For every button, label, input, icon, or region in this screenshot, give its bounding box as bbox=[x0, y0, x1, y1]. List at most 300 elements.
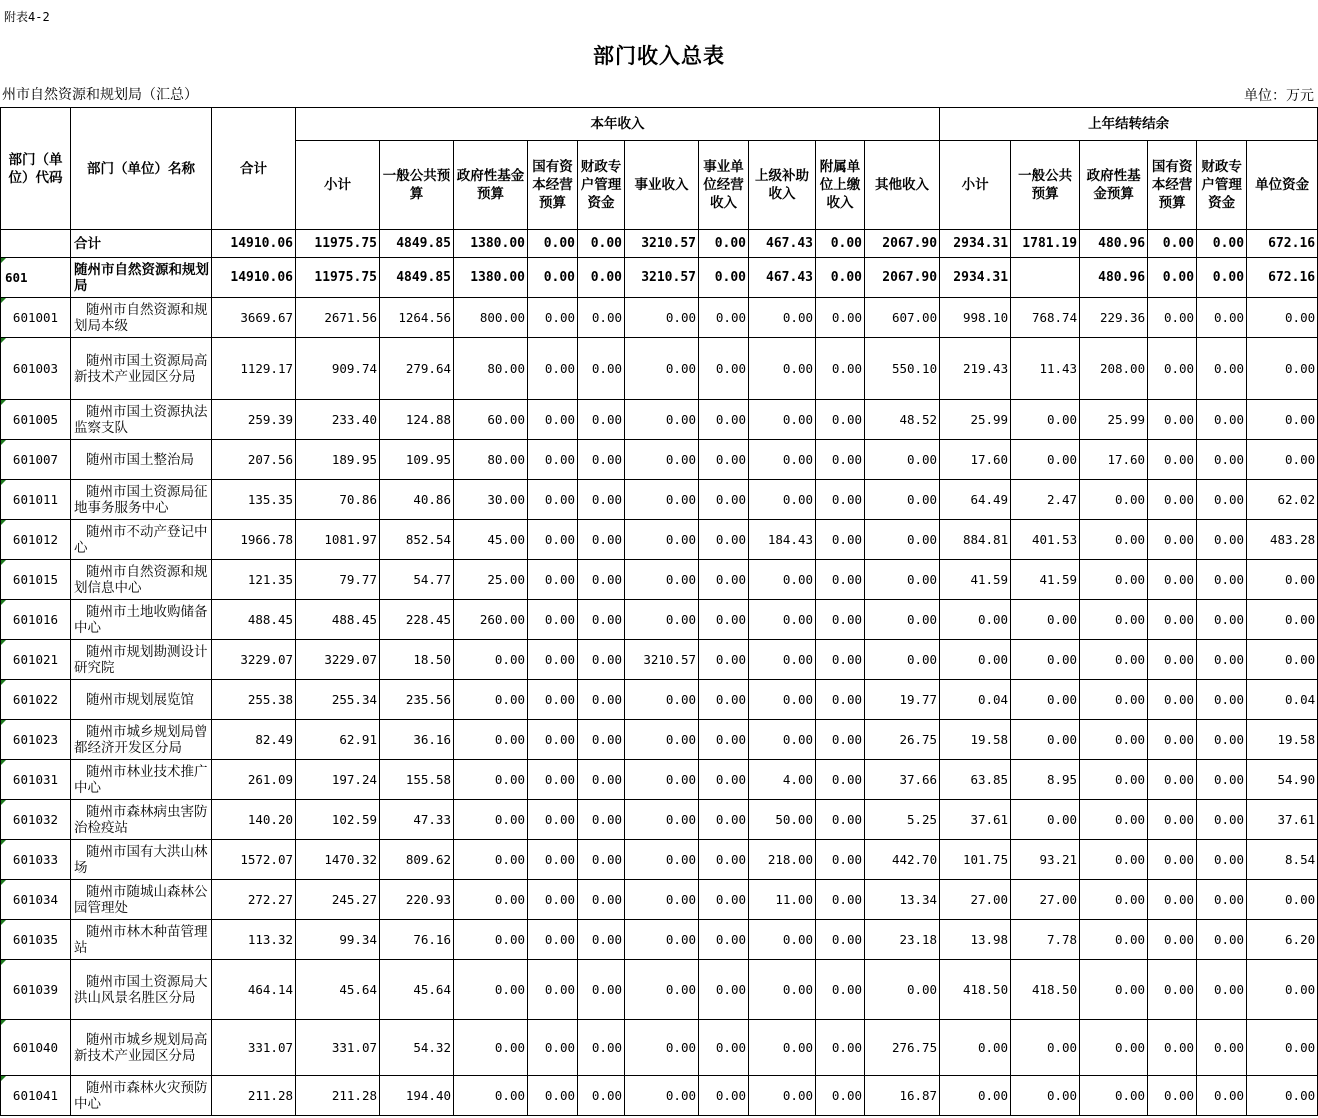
row-value: 0.00 bbox=[940, 1076, 1011, 1116]
row-value: 184.43 bbox=[749, 520, 816, 560]
row-value: 3210.57 bbox=[625, 230, 699, 258]
row-value: 0.00 bbox=[528, 760, 578, 800]
table-row bbox=[1, 640, 1318, 680]
row-value: 30.00 bbox=[454, 480, 528, 520]
row-value: 0.00 bbox=[699, 840, 749, 880]
row-value: 14910.06 bbox=[212, 230, 296, 258]
row-value: 0.00 bbox=[749, 640, 816, 680]
row-value: 0.00 bbox=[578, 480, 625, 520]
row-value: 60.00 bbox=[454, 400, 528, 440]
row-value: 2934.31 bbox=[940, 258, 1011, 298]
row-value: 0.00 bbox=[1247, 440, 1318, 480]
row-value: 0.00 bbox=[749, 920, 816, 960]
row-value: 0.00 bbox=[625, 1020, 699, 1076]
row-value: 219.43 bbox=[940, 338, 1011, 400]
row-value: 0.00 bbox=[940, 640, 1011, 680]
row-value: 14910.06 bbox=[212, 258, 296, 298]
row-value: 0.00 bbox=[1197, 880, 1247, 920]
row-value: 0.00 bbox=[625, 960, 699, 1020]
row-value: 0.00 bbox=[528, 298, 578, 338]
row-value: 0.00 bbox=[816, 600, 865, 640]
row-value: 0.00 bbox=[749, 560, 816, 600]
header-current-3: 国有资本经营预算 bbox=[528, 141, 578, 230]
row-value: 0.00 bbox=[699, 600, 749, 640]
row-value: 0.00 bbox=[454, 680, 528, 720]
row-value: 259.39 bbox=[212, 400, 296, 440]
row-value: 0.00 bbox=[816, 720, 865, 760]
row-value: 19.58 bbox=[1247, 720, 1318, 760]
row-value: 809.62 bbox=[380, 840, 454, 880]
row-value: 0.00 bbox=[940, 600, 1011, 640]
row-value: 0.00 bbox=[1197, 1020, 1247, 1076]
row-value: 0.00 bbox=[699, 680, 749, 720]
row-value: 0.00 bbox=[1197, 920, 1247, 960]
row-value: 17.60 bbox=[940, 440, 1011, 480]
row-value: 0.00 bbox=[699, 760, 749, 800]
header-prior-group: 上年结转结余 bbox=[940, 108, 1318, 141]
row-name bbox=[71, 440, 212, 480]
row-value: 0.00 bbox=[454, 1076, 528, 1116]
row-value: 0.00 bbox=[816, 480, 865, 520]
row-value: 0.00 bbox=[454, 800, 528, 840]
header-current-8: 附属单位上缴收入 bbox=[816, 141, 865, 230]
row-value: 26.75 bbox=[865, 720, 940, 760]
row-value: 0.00 bbox=[816, 640, 865, 680]
row-value: 0.00 bbox=[625, 520, 699, 560]
row-value: 54.90 bbox=[1247, 760, 1318, 800]
row-value: 50.00 bbox=[749, 800, 816, 840]
row-value: 0.00 bbox=[749, 1020, 816, 1076]
row-value: 852.54 bbox=[380, 520, 454, 560]
row-value: 0.00 bbox=[749, 720, 816, 760]
row-value: 3210.57 bbox=[625, 258, 699, 298]
row-value: 0.00 bbox=[1148, 600, 1197, 640]
table-row bbox=[1, 600, 1318, 640]
table-row bbox=[1, 880, 1318, 920]
row-value: 0.00 bbox=[699, 720, 749, 760]
row-value: 998.10 bbox=[940, 298, 1011, 338]
row-name bbox=[71, 840, 212, 880]
row-value: 0.00 bbox=[528, 440, 578, 480]
row-value: 0.00 bbox=[1080, 960, 1148, 1020]
summary-row bbox=[1, 230, 1318, 258]
row-value: 4849.85 bbox=[380, 258, 454, 298]
header-current-5: 事业收入 bbox=[625, 141, 699, 230]
row-name-text: 随州市随城山森林公园管理处 bbox=[74, 883, 208, 916]
row-value: 45.64 bbox=[296, 960, 380, 1020]
row-value: 0.00 bbox=[625, 760, 699, 800]
row-value: 41.59 bbox=[940, 560, 1011, 600]
row-code: 601041 bbox=[1, 1076, 71, 1116]
row-value: 45.00 bbox=[454, 520, 528, 560]
row-code: 601035 bbox=[1, 920, 71, 960]
row-value: 8.54 bbox=[1247, 840, 1318, 880]
row-value: 0.00 bbox=[816, 258, 865, 298]
row-value: 0.00 bbox=[749, 480, 816, 520]
row-value: 0.00 bbox=[1080, 880, 1148, 920]
row-value: 27.00 bbox=[940, 880, 1011, 920]
row-value: 109.95 bbox=[380, 440, 454, 480]
row-value: 0.00 bbox=[625, 800, 699, 840]
row-value: 0.00 bbox=[1080, 760, 1148, 800]
row-value: 0.00 bbox=[1197, 400, 1247, 440]
row-value: 0.00 bbox=[1080, 720, 1148, 760]
row-value: 45.64 bbox=[380, 960, 454, 1020]
row-value: 0.00 bbox=[578, 760, 625, 800]
row-code: 601 bbox=[1, 258, 71, 298]
header-current-7: 上级补助收入 bbox=[749, 141, 816, 230]
row-value: 25.00 bbox=[454, 560, 528, 600]
header-prior-4: 财政专户管理资金 bbox=[1197, 141, 1247, 230]
row-value: 0.00 bbox=[1148, 880, 1197, 920]
row-name-text: 随州市规划勘测设计研究院 bbox=[74, 643, 208, 676]
row-value: 140.20 bbox=[212, 800, 296, 840]
row-value: 0.00 bbox=[816, 680, 865, 720]
row-value: 17.60 bbox=[1080, 440, 1148, 480]
row-value: 0.00 bbox=[578, 960, 625, 1020]
row-name-text: 随州市城乡规划局高新技术产业园区分局 bbox=[74, 1031, 208, 1064]
row-value: 1470.32 bbox=[296, 840, 380, 880]
row-value: 0.00 bbox=[1197, 258, 1247, 298]
row-value: 63.85 bbox=[940, 760, 1011, 800]
row-value: 0.00 bbox=[578, 840, 625, 880]
row-value: 0.00 bbox=[1247, 560, 1318, 600]
row-code: 601001 bbox=[1, 298, 71, 338]
row-value: 207.56 bbox=[212, 440, 296, 480]
row-value: 0.00 bbox=[1080, 920, 1148, 960]
row-name-text: 随州市国土资源局高新技术产业园区分局 bbox=[74, 352, 208, 385]
row-value: 0.00 bbox=[699, 1020, 749, 1076]
row-value: 36.16 bbox=[380, 720, 454, 760]
row-name-text: 随州市不动产登记中心 bbox=[74, 523, 208, 556]
row-value: 0.00 bbox=[1247, 298, 1318, 338]
row-value: 2067.90 bbox=[865, 258, 940, 298]
table-row bbox=[1, 800, 1318, 840]
row-value: 0.00 bbox=[578, 258, 625, 298]
row-name bbox=[71, 800, 212, 840]
row-value: 331.07 bbox=[212, 1020, 296, 1076]
table-row bbox=[1, 760, 1318, 800]
row-value: 0.00 bbox=[1197, 480, 1247, 520]
row-value: 0.00 bbox=[1011, 600, 1080, 640]
header-code: 部门（单位）代码 bbox=[1, 108, 71, 230]
row-value: 40.86 bbox=[380, 480, 454, 520]
row-name bbox=[71, 720, 212, 760]
row-value: 0.00 bbox=[1247, 600, 1318, 640]
row-name-text: 随州市城乡规划局曾都经济开发区分局 bbox=[74, 723, 208, 756]
row-value: 121.35 bbox=[212, 560, 296, 600]
table-row bbox=[1, 1020, 1318, 1076]
row-value: 229.36 bbox=[1080, 298, 1148, 338]
row-value: 0.00 bbox=[1197, 960, 1247, 1020]
row-value: 483.28 bbox=[1247, 520, 1318, 560]
row-value: 0.00 bbox=[749, 440, 816, 480]
row-value: 0.00 bbox=[816, 520, 865, 560]
row-value: 0.00 bbox=[528, 1076, 578, 1116]
row-value: 80.00 bbox=[454, 338, 528, 400]
row-value: 0.00 bbox=[699, 640, 749, 680]
row-value: 0.00 bbox=[1148, 640, 1197, 680]
row-value: 480.96 bbox=[1080, 258, 1148, 298]
row-value: 279.64 bbox=[380, 338, 454, 400]
row-value: 4.00 bbox=[749, 760, 816, 800]
row-code: 601012 bbox=[1, 520, 71, 560]
row-value: 0.00 bbox=[699, 560, 749, 600]
row-value: 8.95 bbox=[1011, 760, 1080, 800]
row-value: 124.88 bbox=[380, 400, 454, 440]
row-value: 3229.07 bbox=[212, 640, 296, 680]
row-value: 0.00 bbox=[816, 230, 865, 258]
row-name-text: 随州市国土整治局 bbox=[86, 451, 194, 468]
row-value: 3229.07 bbox=[296, 640, 380, 680]
row-value: 0.00 bbox=[1080, 560, 1148, 600]
row-name-text: 随州市国土资源局大洪山风景名胜区分局 bbox=[74, 973, 208, 1006]
row-name-text: 随州市国土资源局征地事务服务中心 bbox=[74, 483, 208, 516]
row-value: 211.28 bbox=[212, 1076, 296, 1116]
row-name bbox=[71, 400, 212, 440]
row-value: 0.00 bbox=[816, 920, 865, 960]
row-value: 0.00 bbox=[454, 960, 528, 1020]
row-value: 0.00 bbox=[625, 560, 699, 600]
row-value: 0.00 bbox=[625, 480, 699, 520]
row-value: 0.00 bbox=[1197, 840, 1247, 880]
row-value: 0.00 bbox=[578, 640, 625, 680]
row-name bbox=[71, 680, 212, 720]
row-value: 0.00 bbox=[625, 338, 699, 400]
row-code: 601022 bbox=[1, 680, 71, 720]
row-name bbox=[71, 480, 212, 520]
row-value: 0.00 bbox=[1197, 298, 1247, 338]
row-value: 0.00 bbox=[625, 840, 699, 880]
row-value: 0.00 bbox=[528, 258, 578, 298]
row-value: 16.87 bbox=[865, 1076, 940, 1116]
row-value: 0.00 bbox=[1247, 640, 1318, 680]
row-value: 194.40 bbox=[380, 1076, 454, 1116]
row-value: 0.00 bbox=[816, 440, 865, 480]
row-value: 0.00 bbox=[578, 680, 625, 720]
row-value: 25.99 bbox=[940, 400, 1011, 440]
row-value: 208.00 bbox=[1080, 338, 1148, 400]
table-row bbox=[1, 920, 1318, 960]
row-value: 0.00 bbox=[940, 1020, 1011, 1076]
row-value: 0.00 bbox=[749, 1076, 816, 1116]
row-value: 480.96 bbox=[1080, 230, 1148, 258]
row-value: 418.50 bbox=[1011, 960, 1080, 1020]
table-row bbox=[1, 480, 1318, 520]
row-name: 合计 bbox=[71, 230, 212, 258]
header-total: 合计 bbox=[212, 108, 296, 230]
row-code: 601034 bbox=[1, 880, 71, 920]
row-value: 1129.17 bbox=[212, 338, 296, 400]
row-value: 0.00 bbox=[1197, 600, 1247, 640]
row-name-text: 随州市土地收购储备中心 bbox=[74, 603, 208, 636]
row-value: 0.00 bbox=[1148, 920, 1197, 960]
row-value: 218.00 bbox=[749, 840, 816, 880]
row-value: 255.34 bbox=[296, 680, 380, 720]
row-value: 2067.90 bbox=[865, 230, 940, 258]
row-value: 5.25 bbox=[865, 800, 940, 840]
row-value: 0.00 bbox=[1148, 1076, 1197, 1116]
row-value: 0.00 bbox=[1148, 230, 1197, 258]
row-code: 601005 bbox=[1, 400, 71, 440]
header-current-4: 财政专户管理资金 bbox=[578, 141, 625, 230]
row-name-text: 随州市国土资源执法监察支队 bbox=[74, 403, 208, 436]
row-value: 0.00 bbox=[578, 400, 625, 440]
row-value: 220.93 bbox=[380, 880, 454, 920]
row-value: 488.45 bbox=[296, 600, 380, 640]
row-code: 601040 bbox=[1, 1020, 71, 1076]
page-title: 部门收入总表 bbox=[593, 44, 725, 68]
row-value: 245.27 bbox=[296, 880, 380, 920]
row-value: 0.00 bbox=[578, 1020, 625, 1076]
row-value: 0.00 bbox=[699, 230, 749, 258]
row-value: 800.00 bbox=[454, 298, 528, 338]
row-name bbox=[71, 298, 212, 338]
row-value: 0.00 bbox=[1011, 400, 1080, 440]
row-name-text: 随州市森林病虫害防治检疫站 bbox=[74, 803, 208, 836]
row-value: 0.00 bbox=[454, 640, 528, 680]
row-value: 0.00 bbox=[816, 1020, 865, 1076]
row-value: 0.00 bbox=[454, 1020, 528, 1076]
row-value: 0.00 bbox=[528, 840, 578, 880]
row-name bbox=[71, 1020, 212, 1076]
header-name: 部门（单位）名称 bbox=[71, 108, 212, 230]
row-value: 0.00 bbox=[1011, 1076, 1080, 1116]
row-value: 0.00 bbox=[816, 960, 865, 1020]
row-value: 1081.97 bbox=[296, 520, 380, 560]
row-value: 0.00 bbox=[865, 960, 940, 1020]
header-prior-3: 国有资本经营预算 bbox=[1148, 141, 1197, 230]
row-value: 0.00 bbox=[578, 600, 625, 640]
row-code: 601021 bbox=[1, 640, 71, 680]
row-value: 37.66 bbox=[865, 760, 940, 800]
header-current-9: 其他收入 bbox=[865, 141, 940, 230]
row-name bbox=[71, 560, 212, 600]
row-value: 0.00 bbox=[625, 440, 699, 480]
row-value: 0.00 bbox=[1148, 440, 1197, 480]
row-value: 276.75 bbox=[865, 1020, 940, 1076]
row-value: 0.00 bbox=[1197, 520, 1247, 560]
row-value: 0.00 bbox=[816, 840, 865, 880]
row-value: 0.00 bbox=[625, 298, 699, 338]
row-value: 197.24 bbox=[296, 760, 380, 800]
row-value: 0.00 bbox=[1197, 338, 1247, 400]
row-value: 0.00 bbox=[528, 480, 578, 520]
row-value: 37.61 bbox=[1247, 800, 1318, 840]
header-prior-0: 小计 bbox=[940, 141, 1011, 230]
row-value: 0.00 bbox=[528, 1020, 578, 1076]
row-value: 0.00 bbox=[528, 520, 578, 560]
row-value: 2671.56 bbox=[296, 298, 380, 338]
row-name-text: 随州市森林火灾预防中心 bbox=[74, 1079, 208, 1112]
row-value: 550.10 bbox=[865, 338, 940, 400]
row-value: 70.86 bbox=[296, 480, 380, 520]
row-value: 0.00 bbox=[1197, 440, 1247, 480]
row-value: 255.38 bbox=[212, 680, 296, 720]
row-value: 82.49 bbox=[212, 720, 296, 760]
row-value: 0.00 bbox=[578, 920, 625, 960]
row-value: 23.18 bbox=[865, 920, 940, 960]
row-value: 2.47 bbox=[1011, 480, 1080, 520]
row-name-text: 随州市林木种苗管理站 bbox=[74, 923, 208, 956]
row-name bbox=[71, 760, 212, 800]
row-value: 0.00 bbox=[1148, 400, 1197, 440]
row-value: 62.02 bbox=[1247, 480, 1318, 520]
row-value: 0.00 bbox=[1247, 960, 1318, 1020]
row-name-text: 随州市自然资源和规划局本级 bbox=[74, 301, 208, 334]
row-value: 272.27 bbox=[212, 880, 296, 920]
row-value: 0.00 bbox=[1148, 840, 1197, 880]
row-value: 235.56 bbox=[380, 680, 454, 720]
row-value: 0.00 bbox=[1011, 720, 1080, 760]
row-value: 0.00 bbox=[1247, 880, 1318, 920]
header-prior-1: 一般公共预算 bbox=[1011, 141, 1080, 230]
row-value: 41.59 bbox=[1011, 560, 1080, 600]
row-value: 0.00 bbox=[1148, 338, 1197, 400]
row-value: 0.00 bbox=[749, 400, 816, 440]
row-value: 0.00 bbox=[1148, 680, 1197, 720]
row-code: 601031 bbox=[1, 760, 71, 800]
row-value: 0.00 bbox=[699, 920, 749, 960]
row-value: 0.00 bbox=[816, 800, 865, 840]
unit-label: 单位：万元 bbox=[1244, 88, 1314, 104]
row-value: 0.00 bbox=[749, 338, 816, 400]
table-row bbox=[1, 520, 1318, 560]
row-value: 211.28 bbox=[296, 1076, 380, 1116]
row-value: 0.00 bbox=[1080, 840, 1148, 880]
row-value bbox=[1011, 258, 1080, 298]
row-value: 0.00 bbox=[865, 440, 940, 480]
row-value: 2934.31 bbox=[940, 230, 1011, 258]
row-value: 260.00 bbox=[454, 600, 528, 640]
row-value: 0.00 bbox=[578, 560, 625, 600]
row-value: 13.98 bbox=[940, 920, 1011, 960]
row-value: 0.00 bbox=[1080, 1020, 1148, 1076]
row-value: 401.53 bbox=[1011, 520, 1080, 560]
table-row bbox=[1, 560, 1318, 600]
appendix-label: 附表4-2 bbox=[4, 10, 50, 24]
row-value: 189.95 bbox=[296, 440, 380, 480]
header-prior-2: 政府性基金预算 bbox=[1080, 141, 1148, 230]
row-value: 467.43 bbox=[749, 230, 816, 258]
row-value: 0.00 bbox=[749, 680, 816, 720]
row-value: 13.34 bbox=[865, 880, 940, 920]
row-value: 0.00 bbox=[816, 338, 865, 400]
row-value: 0.00 bbox=[865, 600, 940, 640]
row-value: 102.59 bbox=[296, 800, 380, 840]
row-value: 0.00 bbox=[1247, 1076, 1318, 1116]
row-value: 0.00 bbox=[699, 258, 749, 298]
row-value: 0.00 bbox=[1148, 560, 1197, 600]
row-value: 0.00 bbox=[865, 640, 940, 680]
row-name bbox=[71, 640, 212, 680]
row-value: 909.74 bbox=[296, 338, 380, 400]
row-value: 0.00 bbox=[865, 520, 940, 560]
row-value: 0.00 bbox=[528, 230, 578, 258]
row-value: 464.14 bbox=[212, 960, 296, 1020]
row-name bbox=[71, 920, 212, 960]
row-value: 228.45 bbox=[380, 600, 454, 640]
row-name bbox=[71, 1076, 212, 1116]
row-value: 0.00 bbox=[1011, 440, 1080, 480]
row-value: 0.00 bbox=[1197, 1076, 1247, 1116]
row-value: 261.09 bbox=[212, 760, 296, 800]
row-code: 601016 bbox=[1, 600, 71, 640]
row-value: 0.00 bbox=[1080, 640, 1148, 680]
row-value: 0.00 bbox=[699, 338, 749, 400]
row-value: 80.00 bbox=[454, 440, 528, 480]
row-value: 48.52 bbox=[865, 400, 940, 440]
